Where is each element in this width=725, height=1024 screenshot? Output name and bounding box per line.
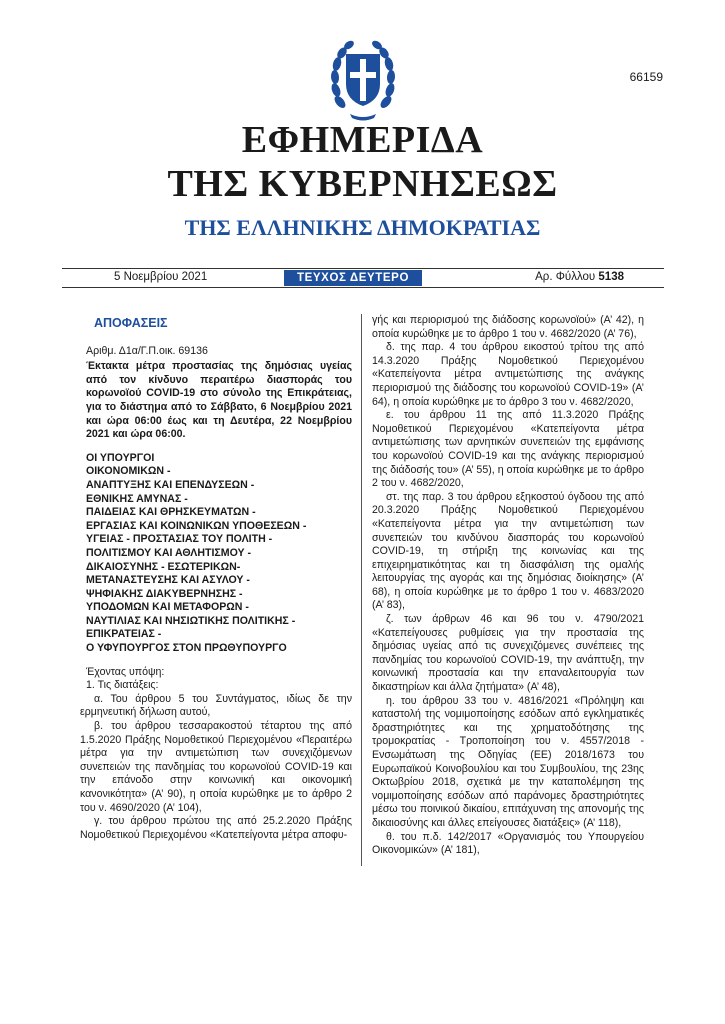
right-column bbox=[372, 314, 644, 858]
gazette-title-line2: ΤΗΣ ΚΥΒΕΡΝΗΣΕΩΣ bbox=[167, 163, 558, 205]
issue-date: 5 Νοεμβρίου 2021 bbox=[114, 271, 208, 283]
minister-line: ΑΝΑΠΤΥΞΗΣ ΚΑΙ ΕΠΕΝΔΥΣΕΩΝ - bbox=[86, 478, 255, 491]
minister-line: ΠΟΛΙΤΙΣΜΟΥ ΚΑΙ ΑΘΛΗΤΙΣΜΟΥ - bbox=[86, 546, 252, 559]
minister-line: ΟΙ ΥΠΟΥΡΓΟΙ bbox=[86, 451, 155, 464]
paragraph: β. του άρθρου τεσσαρακοστού τέταρτου της από 1.5.2020 Πράξης Νομοθετικού Περιεχομένου «Περαιτέρω μέτρα για την αντιμετώπιση των συνεχιζόμενων συνεπειών της πανδημίας του κορωνοϊού COVID-19 και την επάνοδο στην κοινωνική και οικονομική κανονικότητα» (Α’ 90), η οποία κυρώθηκε με το άρθρο 2 του ν. 4690/2020 (Α’ 104), bbox=[80, 720, 352, 814]
decision-subject: Έκτακτα μέτρα προστασίας της δημόσιας υγείας από τον κίνδυνο περαιτέρω διασποράς του κορωνοϊού COVID-19 στο σύνολο της Επικράτειας, για το διάστημα από το Σάββατο, 6 Νοεμβρίου 2021 και ώρα 06:00 έως και τη Δευτέρα, 22 Νοεμβρίου 2021 και ώρα 06:00. bbox=[86, 360, 352, 441]
minister-line: ΕΠΙΚΡΑΤΕΙΑΣ - bbox=[86, 628, 162, 641]
minister-line: ΜΕΤΑΝΑΣΤΕΥΣΗΣ ΚΑΙ ΑΣΥΛΟΥ - bbox=[86, 574, 250, 587]
minister-line: ΥΓΕΙΑΣ - ΠΡΟΣΤΑΣΙΑΣ ΤΟΥ ΠΟΛΙΤΗ - bbox=[86, 533, 273, 546]
minister-line: ΝΑΥΤΙΛΙΑΣ ΚΑΙ ΝΗΣΙΩΤΙΚΗΣ ΠΟΛΙΤΙΚΗΣ - bbox=[86, 614, 296, 627]
gazette-subtitle: ΤΗΣ ΕΛΛΗΝΙΚΗΣ ΔΗΜΟΚΡΑΤΙΑΣ bbox=[184, 215, 541, 240]
column-divider bbox=[361, 314, 362, 866]
gazette-title-line1: ΕΦΗΜΕΡΙΔΑ bbox=[241, 119, 484, 161]
sheet-number bbox=[535, 271, 624, 283]
minister-line: ΠΑΙΔΕΙΑΣ ΚΑΙ ΘΡΗΣΚΕΥΜΑΤΩΝ - bbox=[86, 506, 256, 519]
paragraph: ε. του άρθρου 11 της από 11.3.2020 Πράξης Νομοθετικού Περιεχομένου «Κατεπείγοντα μέτρα αντιμετώπισης των αρνητικών συνεπειών της εμφάνισης του κορωνοϊού COVID-19 και της ανάγκης περιορισμού της διάδοσής του» (Α’ 55), η οποία κυρώθηκε με το άρθρο 2 του ν. 4682/2020, bbox=[372, 409, 644, 490]
sheet-number-value: 5138 bbox=[598, 271, 624, 283]
decision-reference: Αριθμ. Δ1α/Γ.Π.οικ. 69136 bbox=[86, 344, 208, 357]
considering-line: Έχοντας υπόψη: bbox=[86, 665, 165, 678]
paragraph-continuation: γής και περιορισμού της διάδοσης κορωνοϊού» (Α’ 42), η οποία κυρώθηκε με το άρθρο 1 του ν. 4682/2020 (Α’ 76), bbox=[372, 314, 644, 340]
minister-line: ΕΡΓΑΣΙΑΣ ΚΑΙ ΚΟΙΝΩΝΙΚΩΝ ΥΠΟΘΕΣΕΩΝ - bbox=[86, 519, 307, 532]
minister-line: ΕΘΝΙΚΗΣ ΑΜΥΝΑΣ - bbox=[86, 492, 188, 505]
paragraph: α. Του άρθρου 5 του Συντάγματος, ιδίως δε την ερμηνευτική δήλωση αυτού, bbox=[80, 692, 352, 719]
header-rule-top bbox=[62, 268, 664, 269]
page-number: 66159 bbox=[629, 70, 663, 84]
issue-header-bar bbox=[62, 270, 664, 286]
section-heading: ΑΠΟΦΑΣΕΙΣ bbox=[94, 316, 168, 330]
minister-line: ΨΗΦΙΑΚΗΣ ΔΙΑΚΥΒΕΡΝΗΣΗΣ - bbox=[86, 587, 243, 600]
minister-line: ΔΙΚΑΙΟΣΥΝΗΣ - ΕΣΩΤΕΡΙΚΩΝ- bbox=[86, 560, 241, 573]
left-column bbox=[80, 314, 352, 842]
paragraph: η. του άρθρου 33 του ν. 4816/2021 «Πρόληψη και καταστολή της νομιμοποίησης εσόδων από εγκληματικές δραστηριότητες και της χρηματοδότησης της τρομοκρατίας - Τροποποίηση του ν. 4557/2018 - Ενσωμάτωση της Οδηγίας (ΕΕ) 2018/1673 του Ευρωπαϊκού Κοινοβουλίου και του Συμβουλίου, της 23ης Οκτωβρίου 2018, σχετικά με την καταπολέμηση της νομιμοποίησης εσόδων από παράνομες δραστηριότητες μέσω του ποινικού δικαίου, επιτάχυνση της απονομής της δικαιοσύνης και άλλες επείγουσες διατάξεις» (Α’ 118), bbox=[372, 694, 644, 829]
minister-line: Ο ΥΦΥΠΟΥΡΓΟΣ ΣΤΟΝ ΠΡΩΘΥΠΟΥΡΓΟ bbox=[86, 642, 287, 655]
paragraph: δ. της παρ. 4 του άρθρου εικοστού τρίτου της από 14.3.2020 Πράξης Νομοθετικού Περιεχομένου «Κατεπείγοντα μέτρα αντιμετώπισης της ανάγκης περιορισμού της διάδοσης του κορωνοϊού COVID-19» (Α’ 64), η οποία κυρώθηκε με το άρθρο 3 του ν. 4682/2020, bbox=[372, 341, 644, 408]
paragraph: στ. της παρ. 3 του άρθρου εξηκοστού όγδοου της από 20.3.2020 Πράξης Νομοθετικού Περιεχομένου «Κατεπείγοντα μέτρα για την αντιμετώπιση των συνεπειών του κινδύνου διασποράς του κορωνοϊού COVID-19, τη στήριξη της κοινωνίας και της επιχειρηματικότητας και τη διασφάλιση της ομαλής λειτουργίας της αγοράς και της δημόσιας διοίκησης» (Α’ 68), η οποία κυρώθηκε με το άρθρο 1 του ν. 4683/2020 (Α’ 83), bbox=[372, 490, 644, 612]
paragraph: θ. του π.δ. 142/2017 «Οργανισμός του Υπουργείου Οικονομικών» (Α’ 181), bbox=[372, 830, 644, 857]
greek-coat-of-arms-icon bbox=[328, 32, 398, 122]
issue-series-badge: ΤΕΥΧΟΣ ΔΕΥΤΕΡΟ bbox=[284, 270, 422, 286]
minister-line: ΟΙΚΟΝΟΜΙΚΩΝ - bbox=[86, 465, 171, 478]
minister-line: ΥΠΟΔΟΜΩΝ ΚΑΙ ΜΕΤΑΦΟΡΩΝ - bbox=[86, 601, 249, 614]
provisions-line: 1. Τις διατάξεις: bbox=[86, 679, 159, 692]
paragraph: γ. του άρθρου πρώτου της από 25.2.2020 Πράξης Νομοθετικού Περιεχομένου «Κατεπείγοντα μέτρα αποφυ- bbox=[80, 815, 352, 841]
sheet-label: Αρ. Φύλλου bbox=[535, 271, 596, 283]
paragraph: ζ. των άρθρων 46 και 96 του ν. 4790/2021 «Κατεπείγουσες ρυθμίσεις για την προστασία της δημόσιας υγείας από τις συνεχιζόμενες συνέπειες της πανδημίας του κορωνοϊού COVID-19, την ανάπτυξη, την κοινωνική προστασία και την επαναλειτουργία των δικαστηρίων και άλλα ζητήματα» (Α’ 48), bbox=[372, 613, 644, 694]
ministers-list bbox=[86, 452, 352, 656]
header-rule-bottom bbox=[62, 287, 664, 288]
